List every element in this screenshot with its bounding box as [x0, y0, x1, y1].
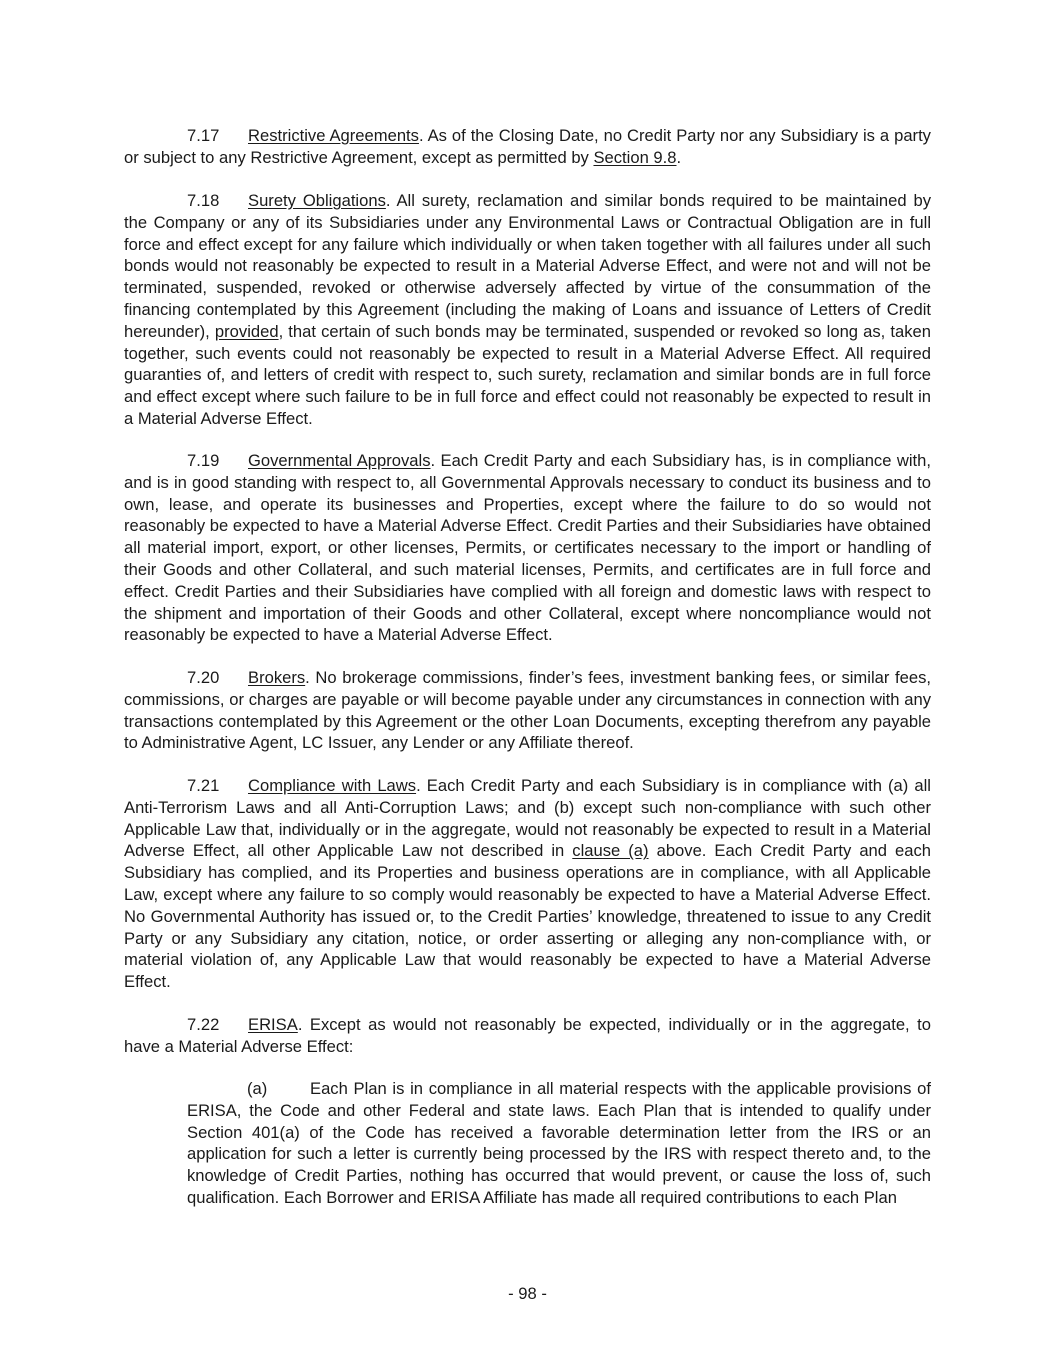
- section-number: 7.18: [187, 191, 220, 210]
- section-text: above. Each Credit Party and each Subsidiary has complied, and its Properties and business operations are in compliance, with all Applicable Law, except where any failure to so comply would reasonably be expected to have a Material Adverse Effect. No Governmental Authority has issued or, to the Credit Parties’ knowledge, threatened to issue to any Credit Party or any Subsidiary any citation, notice, or order asserting or alleging any non-compliance with, or material violation of, any Applicable Law that would reasonably be expected to have a Material Adverse Effect.: [124, 841, 932, 992]
- section-text: . Each Credit Party and each Subsidiary is in compliance with (a) all Anti-Terrorism Laws and all Anti-Corruption Laws; and (b) except such non-compliance with such other Applicable Law that, individually or in the aggregate, would not reasonably be expected to result in a Material Adverse Effect, all other Applicable Law not described in: [124, 776, 931, 861]
- section-text: , that certain of such bonds may be terminated, suspended or revoked so long as, taken together, such events could not reasonably be expected to result in a Material Adverse Effect. All required guaranties of, and letters of credit with respect to, such surety, reclamation and similar bonds are in full force and effect except where such failure to be in full force and effect could not reasonably be expected to result in a Material Adverse Effect.: [124, 321, 931, 428]
- section-7-22: [124, 1014, 931, 1058]
- subsection-text: Each Plan is in compliance in all material respects with the applicable provisions of ERISA, the Code and other Federal and state laws. Each Plan that is intended to qualify under Section 401(a) of the Code has received a favorable determination letter from the IRS or an application for such a letter is currently being processed by the IRS with respect thereto and, to the knowledge of Credit Parties, nothing has occurred that would prevent, or cause the loss of, such qualification. Each Borrower and ERISA Affiliate has made all required contributions to each Plan: [187, 1079, 931, 1207]
- section-title: ERISA: [248, 1015, 298, 1034]
- section-title: Governmental Approvals: [248, 451, 431, 470]
- section-7-18: [124, 190, 931, 430]
- page-number: - 98 -: [508, 1284, 547, 1303]
- section-number: 7.22: [187, 1015, 220, 1034]
- section-title: Brokers: [248, 668, 306, 687]
- section-number: 7.17: [187, 126, 220, 145]
- section-number: 7.20: [187, 668, 220, 687]
- section-7-20: [124, 667, 931, 754]
- cross-reference-link: Section 9.8: [593, 147, 677, 167]
- section-text: . All surety, reclamation and similar bonds required to be maintained by the Company or any of its Subsidiaries under any Environmental Laws or Contractual Obligation are in full force and effect except for any failure which individually or when taken together with all failures under all such bonds would not reasonably be expected to result in a Material Adverse Effect, and were not and will not be terminated, suspended, revoked or otherwise adversely affected by virtue of the consummation of the financing contemplated by this Agreement (including the making of Loans and issuance of Letters of Credit hereunder),: [124, 191, 931, 341]
- subsection-label: (a): [247, 1079, 268, 1098]
- section-7-17: [124, 125, 931, 169]
- section-text: . As of the Closing Date, no Credit Party nor any Subsidiary is a party or subject to any Restrictive Agreement, except as permitted by: [124, 126, 931, 167]
- subsection-a: [187, 1078, 931, 1209]
- section-text: . Each Credit Party and each Subsidiary has, is in compliance with, and is in good standing with respect to, all Governmental Approvals necessary to conduct its business and to own, lease, and operate its businesses and Properties, except where the failure to do so would not reasonably be expected to have a Material Adverse Effect. Credit Parties and their Subsidiaries have obtained all material import, export, or other licenses, Permits, or certificates necessary to the import or handling of their Goods and other Collateral, and such material licenses, Permits, and certificates are in full force and effect. Credit Parties and their Subsidiaries have complied with all foreign and domestic laws with respect to the shipment and importation of their Goods and other Collateral, except where noncompliance would not reasonably be expected to have a Material Adverse Effect.: [124, 451, 931, 645]
- cross-reference-link: clause (a): [572, 841, 649, 861]
- section-7-19: [124, 450, 931, 646]
- defined-term: provided: [214, 321, 279, 341]
- section-title: Surety Obligations: [248, 191, 386, 210]
- section-number: 7.19: [187, 451, 220, 470]
- section-title: Compliance with Laws: [248, 776, 417, 795]
- section-7-21: [124, 775, 931, 993]
- section-text: . No brokerage commissions, finder’s fees, investment banking fees, or similar fees, commissions, or charges are payable or will become payable under any circumstances in connection with any transactions contemplated by this Agreement or the other Loan Documents, excepting therefrom any payable to Administrative Agent, LC Issuer, any Lender or any Affiliate thereof.: [124, 668, 931, 753]
- section-text: .: [676, 147, 682, 167]
- section-text: . Except as would not reasonably be expected, individually or in the aggregate, to have a Material Adverse Effect:: [124, 1015, 931, 1056]
- section-title: Restrictive Agreements: [248, 126, 419, 145]
- section-number: 7.21: [187, 776, 220, 795]
